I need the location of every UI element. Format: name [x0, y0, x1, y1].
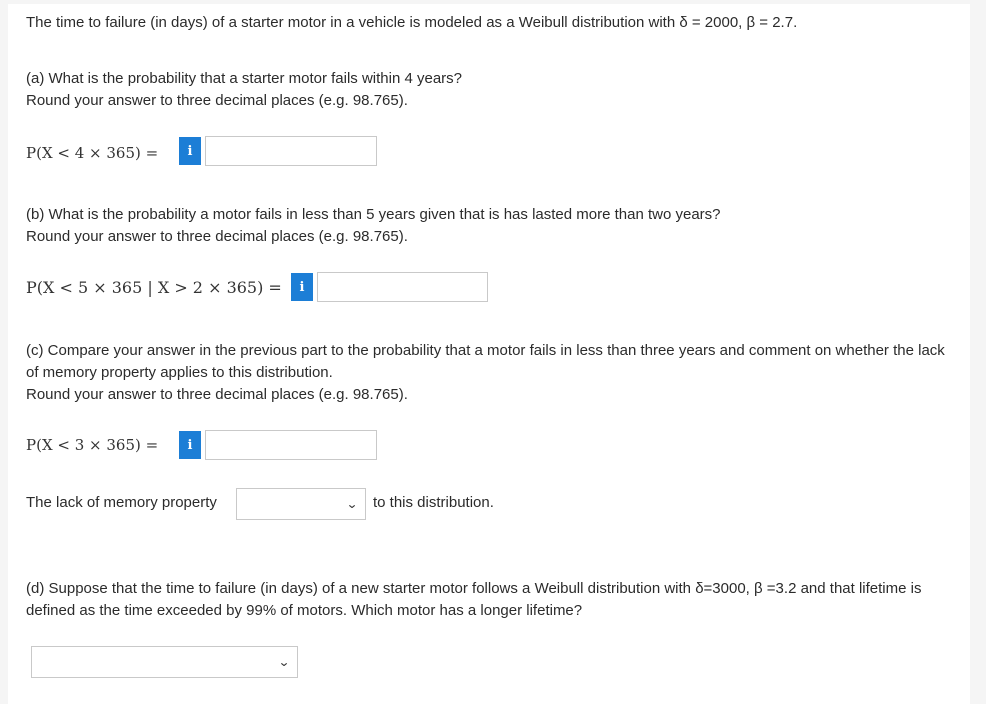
- part-c-answer-input[interactable]: [205, 430, 377, 460]
- memory-property-suffix: to this distribution.: [373, 494, 494, 511]
- part-d-question: (d) Suppose that the time to failure (in days) of a new starter motor follows a Weibull distribution with δ=3000, β =3.2 and that lifetime is defined as the time exceeded by 99% of motors. Which motor has a longer lifetime?: [26, 580, 922, 619]
- memory-property-label: The lack of memory property: [26, 494, 217, 511]
- part-b-rounding-note: Round your answer to three decimal places (e.g. 98.765).: [26, 228, 408, 245]
- part-b-answer-input[interactable]: [317, 272, 488, 302]
- part-c-question: (c) Compare your answer in the previous part to the probability that a motor fails in less than three years and comment on whether the lack of memory property applies to this distribution.: [26, 342, 945, 381]
- part-a-answer-input[interactable]: [205, 136, 377, 166]
- part-c-expression: P(X < 3 × 365) =: [26, 436, 159, 454]
- part-b-info-icon[interactable]: i: [291, 273, 313, 301]
- part-c-info-icon[interactable]: i: [179, 431, 201, 459]
- chevron-down-icon: ⌄: [345, 497, 359, 511]
- memory-property-dropdown[interactable]: [236, 488, 366, 520]
- part-a-info-icon[interactable]: i: [179, 137, 201, 165]
- part-a-expression: P(X < 4 × 365) =: [26, 144, 159, 162]
- part-c-rounding-note: Round your answer to three decimal places (e.g. 98.765).: [26, 386, 408, 403]
- part-b-expression: P(X < 5 × 365 | X > 2 × 365) =: [26, 278, 282, 297]
- question-card: [8, 4, 970, 704]
- longer-lifetime-dropdown[interactable]: [31, 646, 298, 678]
- part-a-rounding-note: Round your answer to three decimal places (e.g. 98.765).: [26, 92, 408, 109]
- part-a-question: (a) What is the probability that a starter motor fails within 4 years?: [26, 70, 463, 87]
- part-b-question: (b) What is the probability a motor fails in less than 5 years given that is has lasted more than two years?: [26, 206, 721, 223]
- chevron-down-icon: ⌄: [277, 655, 291, 669]
- problem-intro: The time to failure (in days) of a starter motor in a vehicle is modeled as a Weibull distribution with δ = 2000, β = 2.7.: [26, 14, 798, 31]
